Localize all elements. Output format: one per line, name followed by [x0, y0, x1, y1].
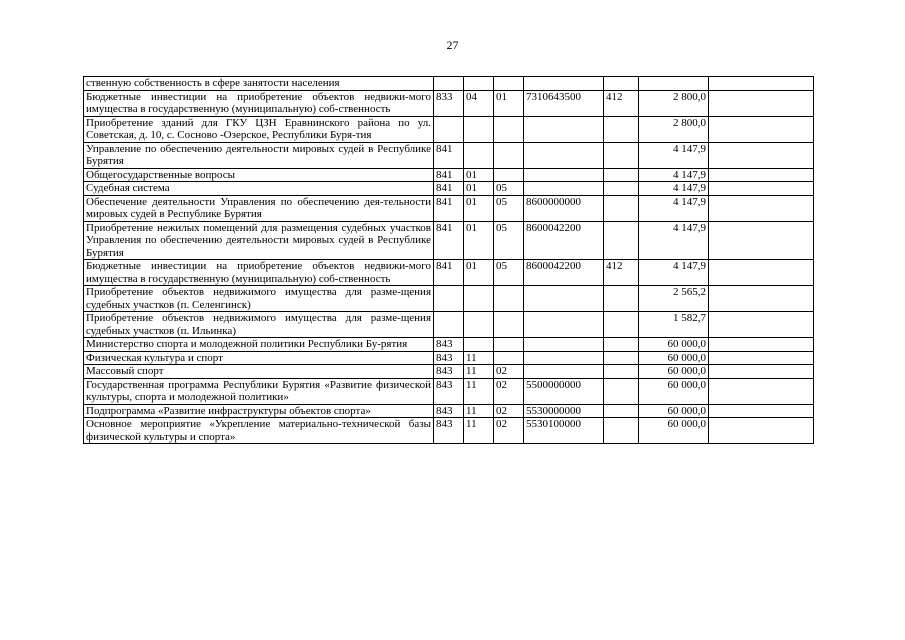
expense-type-code: 412: [604, 260, 639, 286]
target-code: [524, 338, 604, 352]
target-code: 8600042200: [524, 260, 604, 286]
admin-code: [434, 286, 464, 312]
subsection-code: 05: [494, 221, 524, 260]
target-code: [524, 168, 604, 182]
table-row: [84, 312, 814, 338]
expense-type-code: [604, 195, 639, 221]
empty-cell: [709, 221, 814, 260]
section-code: 01: [464, 260, 494, 286]
admin-code: 843: [434, 351, 464, 365]
admin-code: 843: [434, 365, 464, 379]
admin-code: [434, 312, 464, 338]
amount: 60 000,0: [639, 404, 709, 418]
amount: 1 582,7: [639, 312, 709, 338]
empty-cell: [709, 195, 814, 221]
empty-cell: [709, 116, 814, 142]
page-number: 27: [446, 38, 459, 52]
expense-type-code: [604, 312, 639, 338]
section-code: 11: [464, 378, 494, 404]
row-name: Физическая культура и спорт: [84, 351, 434, 365]
expense-type-code: [604, 142, 639, 168]
expense-type-code: [604, 168, 639, 182]
row-name: Общегосударственные вопросы: [84, 168, 434, 182]
amount: 60 000,0: [639, 351, 709, 365]
row-name: Приобретение объектов недвижимого имущества для разме-щения судебных участков (п. Селенгинск): [84, 286, 434, 312]
empty-cell: [709, 404, 814, 418]
target-code: 5530000000: [524, 404, 604, 418]
empty-cell: [709, 286, 814, 312]
expense-type-code: [604, 338, 639, 352]
section-code: 01: [464, 195, 494, 221]
amount: 60 000,0: [639, 365, 709, 379]
amount: [639, 77, 709, 91]
table-row: [84, 221, 814, 260]
section-code: 01: [464, 221, 494, 260]
empty-cell: [709, 338, 814, 352]
table-row: [84, 182, 814, 196]
amount: 2 800,0: [639, 116, 709, 142]
subsection-code: [494, 312, 524, 338]
amount: 4 147,9: [639, 195, 709, 221]
row-name: Управление по обеспечению деятельности мировых судей в Республике Бурятия: [84, 142, 434, 168]
subsection-code: 05: [494, 260, 524, 286]
empty-cell: [709, 260, 814, 286]
expense-type-code: [604, 418, 639, 444]
section-code: [464, 77, 494, 91]
empty-cell: [709, 351, 814, 365]
expense-type-code: [604, 77, 639, 91]
admin-code: 841: [434, 221, 464, 260]
section-code: 11: [464, 418, 494, 444]
section-code: [464, 338, 494, 352]
row-name: Приобретение зданий для ГКУ ЦЗН Еравнинского района по ул. Советская, д. 10, с. Сосново -Озерское, Республики Буря-тия: [84, 116, 434, 142]
amount: 4 147,9: [639, 142, 709, 168]
amount: 4 147,9: [639, 168, 709, 182]
row-name: Судебная система: [84, 182, 434, 196]
table-row: [84, 338, 814, 352]
target-code: 8600000000: [524, 195, 604, 221]
subsection-code: [494, 286, 524, 312]
row-name: Приобретение нежилых помещений для размещения судебных участков Управления по обеспечению деятельности мировых судей в Республике Бурятия: [84, 221, 434, 260]
section-code: [464, 312, 494, 338]
expense-type-code: [604, 351, 639, 365]
target-code: [524, 77, 604, 91]
section-code: [464, 116, 494, 142]
row-name: Министерство спорта и молодежной политики Республики Бу-рятия: [84, 338, 434, 352]
amount: 2 565,2: [639, 286, 709, 312]
amount: 2 800,0: [639, 90, 709, 116]
expense-type-code: [604, 182, 639, 196]
table-row: [84, 365, 814, 379]
row-name: Массовый спорт: [84, 365, 434, 379]
expense-type-code: [604, 116, 639, 142]
table-row: [84, 418, 814, 444]
amount: 4 147,9: [639, 260, 709, 286]
section-code: 11: [464, 404, 494, 418]
admin-code: 841: [434, 260, 464, 286]
section-code: 01: [464, 182, 494, 196]
amount: 60 000,0: [639, 338, 709, 352]
table-row: [84, 90, 814, 116]
empty-cell: [709, 168, 814, 182]
table-row: [84, 378, 814, 404]
target-code: [524, 182, 604, 196]
target-code: [524, 286, 604, 312]
expense-type-code: [604, 286, 639, 312]
target-code: [524, 142, 604, 168]
empty-cell: [709, 90, 814, 116]
admin-code: 841: [434, 168, 464, 182]
section-code: 11: [464, 351, 494, 365]
section-code: 11: [464, 365, 494, 379]
table-row: [84, 168, 814, 182]
empty-cell: [709, 378, 814, 404]
empty-cell: [709, 365, 814, 379]
table-row: [84, 404, 814, 418]
target-code: [524, 351, 604, 365]
row-name: Подпрограмма «Развитие инфраструктуры объектов спорта»: [84, 404, 434, 418]
admin-code: 843: [434, 404, 464, 418]
row-name: Приобретение объектов недвижимого имущества для разме-щения судебных участков (п. Ильинка): [84, 312, 434, 338]
target-code: 5530100000: [524, 418, 604, 444]
table-row: [84, 195, 814, 221]
empty-cell: [709, 77, 814, 91]
admin-code: [434, 77, 464, 91]
amount: 4 147,9: [639, 182, 709, 196]
target-code: 5500000000: [524, 378, 604, 404]
target-code: 8600042200: [524, 221, 604, 260]
table-row: [84, 116, 814, 142]
table-row: [84, 77, 814, 91]
expense-type-code: 412: [604, 90, 639, 116]
budget-table: [83, 76, 814, 444]
subsection-code: [494, 142, 524, 168]
subsection-code: [494, 351, 524, 365]
admin-code: 833: [434, 90, 464, 116]
admin-code: 841: [434, 142, 464, 168]
row-name: ственную собственность в сфере занятости населения: [84, 77, 434, 91]
subsection-code: 02: [494, 404, 524, 418]
section-code: 04: [464, 90, 494, 116]
row-name: Обеспечение деятельности Управления по обеспечению дея-тельности мировых судей в Республике Бурятия: [84, 195, 434, 221]
row-name: Государственная программа Республики Бурятия «Развитие физической культуры, спорта и молодежной политики»: [84, 378, 434, 404]
expense-type-code: [604, 378, 639, 404]
amount: 60 000,0: [639, 378, 709, 404]
empty-cell: [709, 142, 814, 168]
subsection-code: [494, 77, 524, 91]
admin-code: 843: [434, 338, 464, 352]
empty-cell: [709, 312, 814, 338]
amount: 60 000,0: [639, 418, 709, 444]
subsection-code: [494, 338, 524, 352]
row-name: Бюджетные инвестиции на приобретение объектов недвижи-мого имущества в государственную (муниципальную) соб-ственность: [84, 260, 434, 286]
expense-type-code: [604, 365, 639, 379]
empty-cell: [709, 418, 814, 444]
subsection-code: 05: [494, 182, 524, 196]
admin-code: 843: [434, 378, 464, 404]
admin-code: [434, 116, 464, 142]
section-code: [464, 286, 494, 312]
admin-code: 843: [434, 418, 464, 444]
row-name: Основное мероприятие «Укрепление материально-технической базы физической культуры и спорта»: [84, 418, 434, 444]
table-row: [84, 286, 814, 312]
subsection-code: 02: [494, 378, 524, 404]
target-code: [524, 312, 604, 338]
table-row: [84, 351, 814, 365]
table-row: [84, 142, 814, 168]
target-code: [524, 365, 604, 379]
section-code: [464, 142, 494, 168]
expense-type-code: [604, 404, 639, 418]
section-code: 01: [464, 168, 494, 182]
empty-cell: [709, 182, 814, 196]
amount: 4 147,9: [639, 221, 709, 260]
admin-code: 841: [434, 182, 464, 196]
subsection-code: 02: [494, 365, 524, 379]
row-name: Бюджетные инвестиции на приобретение объектов недвижи-мого имущества в государственную (муниципальную) соб-ственность: [84, 90, 434, 116]
subsection-code: 05: [494, 195, 524, 221]
subsection-code: 01: [494, 90, 524, 116]
subsection-code: [494, 168, 524, 182]
table-row: [84, 260, 814, 286]
target-code: 7310643500: [524, 90, 604, 116]
admin-code: 841: [434, 195, 464, 221]
expense-type-code: [604, 221, 639, 260]
subsection-code: [494, 116, 524, 142]
target-code: [524, 116, 604, 142]
subsection-code: 02: [494, 418, 524, 444]
